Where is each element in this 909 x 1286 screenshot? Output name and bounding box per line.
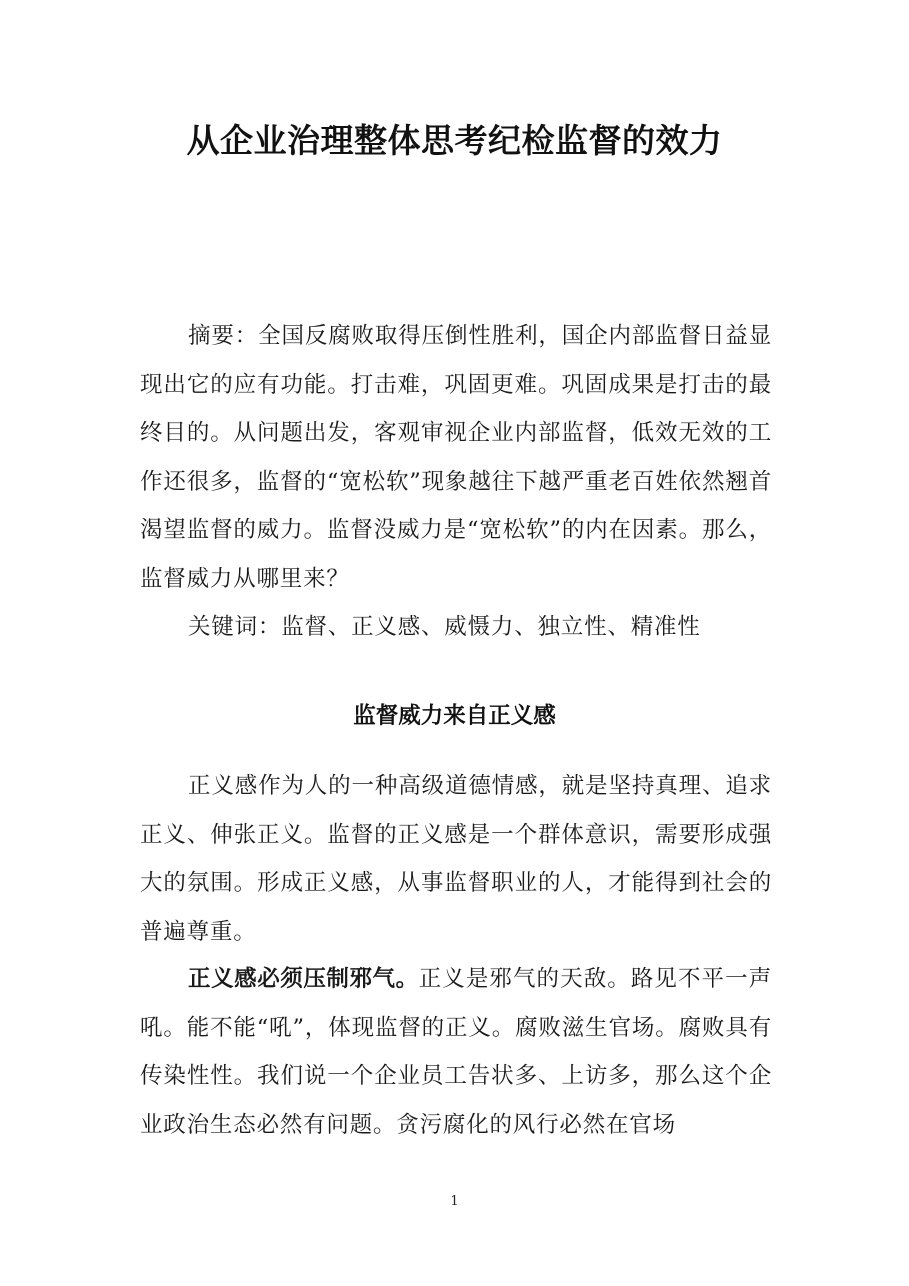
page-number: 1 <box>450 1194 459 1209</box>
section-heading: 监督威力来自正义感 <box>353 703 556 729</box>
keywords-label: 关键词： <box>188 614 282 640</box>
abstract-paragraph <box>140 312 772 603</box>
keywords-text: 监督、正义感、威慑力、独立性、精准性 <box>281 614 701 640</box>
body-paragraph-1: 正义感作为人的一种高级道德情感，就是坚持真理、追求正义、伸张正义。监督的正义感是一个群体意识，需要形成强大的氛围。形成正义感，从事监督职业的人，才能得到社会的普遍尊重。 <box>140 773 772 945</box>
paragraph-2-lead: 正义感必须压制邪气。 <box>188 966 419 992</box>
abstract-text: 全国反腐败取得压倒性胜利，国企内部监督日益显现出它的应有功能。打击难，巩固更难。巩固成果是打击的最终目的。从问题出发，客观审视企业内部监督，低效无效的工作还很多，监督的“宽松软”现象越往下越严重老百姓依然翘首渴望监督的威力。监督没威力是“宽松软”的内在因素。那么，监督威力从哪里来？ <box>140 323 772 592</box>
body-paragraph-2 <box>140 955 772 1149</box>
paragraph-2-text: 正义是邪气的天敌。路见不平一声吼。能不能“吼”，体现监督的正义。腐败滋生官场。腐败具有传染性性。我们说一个企业员工告状多、上访多，那么这个企业政治生态必然有问题。贪污腐化的风行必然在官场 <box>140 966 772 1138</box>
abstract-label: 摘要： <box>188 323 259 349</box>
keywords-paragraph <box>140 603 772 652</box>
document-title: 从企业治理整体思考纪检监督的效力 <box>186 121 723 160</box>
